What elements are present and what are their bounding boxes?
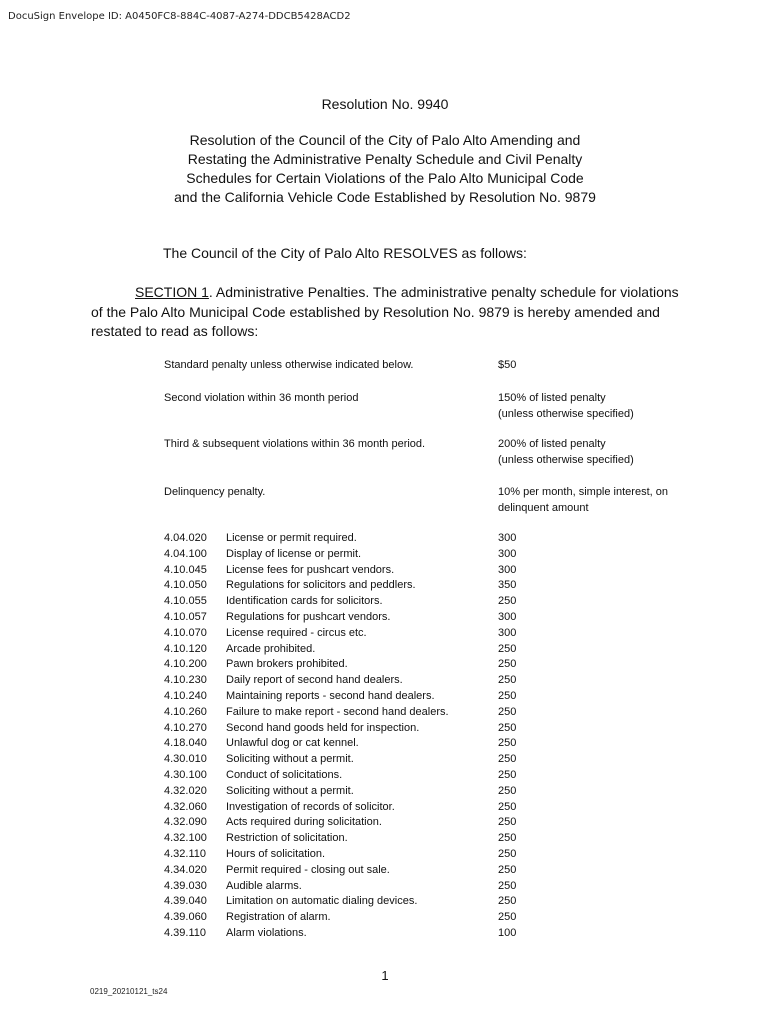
amount-cell: 250	[498, 847, 517, 860]
code-cell: 4.10.057	[164, 610, 207, 623]
amount-cell: 250	[498, 832, 517, 845]
table-row	[164, 894, 704, 910]
code-cell: 4.10.270	[164, 721, 207, 734]
description-cell: Failure to make report - second hand dealers.	[226, 705, 449, 718]
amount-cell: 250	[498, 595, 517, 608]
amount-cell: 350	[498, 579, 517, 592]
table-row	[164, 800, 704, 816]
penalty-value-line: 10% per month, simple interest, on	[498, 486, 668, 498]
penalty-value-line: (unless otherwise specified)	[498, 408, 634, 420]
resolves-statement: The Council of the City of Palo Alto RESOLVES as follows:	[163, 245, 527, 261]
description-cell: Identification cards for solicitors.	[226, 595, 383, 608]
code-cell: 4.39.060	[164, 911, 207, 924]
amount-cell: 250	[498, 816, 517, 829]
code-cell: 4.32.020	[164, 784, 207, 797]
description-cell: Restriction of solicitation.	[226, 832, 348, 845]
section-1-line: restated to read as follows:	[91, 323, 259, 339]
description-cell: Daily report of second hand dealers.	[226, 674, 403, 687]
code-cell: 4.04.020	[164, 532, 207, 544]
code-cell: 4.34.020	[164, 863, 207, 876]
amount-cell: 250	[498, 784, 517, 797]
penalty-label: Standard penalty unless otherwise indicated below.	[164, 359, 414, 371]
description-cell: Audible alarms.	[226, 879, 302, 892]
penalty-value-line: (unless otherwise specified)	[498, 454, 634, 466]
code-cell: 4.32.060	[164, 800, 207, 813]
description-cell: Soliciting without a permit.	[226, 753, 354, 766]
table-row	[164, 847, 704, 863]
description-cell: Arcade prohibited.	[226, 642, 316, 655]
table-row	[164, 768, 704, 784]
title-line: Schedules for Certain Violations of the Palo Alto Municipal Code	[186, 170, 584, 186]
code-cell: 4.10.055	[164, 595, 207, 608]
description-cell: Investigation of records of solicitor.	[226, 800, 395, 813]
table-row	[164, 626, 704, 642]
penalty-label: Third & subsequent violations within 36 month period.	[164, 438, 426, 450]
penalty-value-line: delinquent amount	[498, 502, 589, 514]
code-cell: 4.10.120	[164, 642, 207, 655]
amount-cell: 250	[498, 658, 517, 671]
penalty-label: Second violation within 36 month period	[164, 392, 359, 404]
code-cell: 4.32.110	[164, 847, 207, 860]
description-cell: Display of license or permit.	[226, 547, 362, 560]
code-cell: 4.18.040	[164, 737, 207, 750]
amount-cell: 250	[498, 674, 517, 687]
code-cell: 4.39.110	[164, 926, 207, 939]
description-cell: Pawn brokers prohibited.	[226, 658, 348, 671]
description-cell: Regulations for pushcart vendors.	[226, 610, 391, 623]
description-cell: Registration of alarm.	[226, 911, 331, 924]
code-cell: 4.10.045	[164, 563, 207, 576]
description-cell: Soliciting without a permit.	[226, 784, 354, 797]
code-cell: 4.39.040	[164, 895, 207, 908]
code-cell: 4.30.010	[164, 753, 207, 766]
description-cell: License required - circus etc.	[226, 626, 367, 639]
description-cell: License or permit required.	[226, 532, 357, 544]
table-row	[164, 531, 704, 547]
page-number: 1	[381, 968, 389, 983]
code-cell: 4.10.070	[164, 626, 207, 639]
table-row	[164, 610, 704, 626]
table-row	[164, 863, 704, 879]
section-1-line	[91, 283, 691, 303]
amount-cell: 250	[498, 721, 517, 734]
description-cell: Permit required - closing out sale.	[226, 863, 390, 876]
section-1-line: of the Palo Alto Municipal Code established by Resolution No. 9879 is hereby amended and	[91, 303, 660, 320]
code-cell: 4.32.090	[164, 816, 207, 829]
amount-cell: 300	[498, 532, 517, 544]
amount-cell: 250	[498, 642, 517, 655]
table-row	[164, 910, 704, 926]
code-cell: 4.39.030	[164, 879, 207, 892]
penalty-label: Delinquency penalty.	[164, 486, 266, 498]
resolution-number: Resolution No. 9940	[321, 96, 449, 112]
table-row	[164, 657, 704, 673]
description-cell: Conduct of solicitations.	[226, 768, 343, 781]
envelope-id: DocuSign Envelope ID: A0450FC8-884C-4087-A274-DDCB5428ACD2	[8, 11, 351, 22]
amount-cell: 250	[498, 911, 517, 924]
code-cell: 4.10.050	[164, 579, 207, 592]
description-cell: License fees for pushcart vendors.	[226, 563, 395, 576]
table-row	[164, 689, 704, 705]
amount-cell: 300	[498, 563, 517, 576]
code-penalty-table	[164, 531, 704, 942]
amount-cell: 300	[498, 547, 517, 560]
amount-cell: 250	[498, 689, 517, 702]
amount-cell: 250	[498, 800, 517, 813]
table-row	[164, 642, 704, 658]
amount-cell: 250	[498, 705, 517, 718]
description-cell: Alarm violations.	[226, 926, 307, 939]
table-row	[164, 752, 704, 768]
penalty-value-line: $50	[498, 359, 517, 371]
code-cell: 4.32.100	[164, 832, 207, 845]
code-cell: 4.10.230	[164, 674, 207, 687]
table-row	[164, 721, 704, 737]
table-row	[164, 926, 704, 942]
code-cell: 4.04.100	[164, 547, 207, 560]
code-cell: 4.10.240	[164, 689, 207, 702]
section-heading: SECTION 1	[135, 284, 209, 300]
table-row	[164, 815, 704, 831]
amount-cell: 300	[498, 610, 517, 623]
penalty-value	[498, 484, 698, 516]
amount-cell: 250	[498, 753, 517, 766]
amount-cell: 250	[498, 863, 517, 876]
title-line: Restating the Administrative Penalty Schedule and Civil Penalty	[187, 151, 583, 167]
code-cell: 4.10.260	[164, 705, 207, 718]
table-row	[164, 673, 704, 689]
amount-cell: 250	[498, 737, 517, 750]
section-1-paragraph	[91, 283, 691, 342]
code-cell: 4.10.200	[164, 658, 207, 671]
table-row	[164, 705, 704, 721]
title-line: and the California Vehicle Code Established by Resolution No. 9879	[174, 189, 596, 205]
title-line: Resolution of the Council of the City of Palo Alto Amending and	[189, 132, 581, 148]
penalty-value	[498, 436, 698, 468]
penalty-value-line: 150% of listed penalty	[498, 392, 606, 404]
table-row	[164, 831, 704, 847]
table-row	[164, 784, 704, 800]
table-row	[164, 578, 704, 594]
section-text: . Administrative Penalties. The administrative penalty schedule for violations	[208, 284, 679, 300]
table-row	[164, 563, 704, 579]
description-cell: Maintaining reports - second hand dealers.	[226, 689, 435, 702]
table-row	[164, 736, 704, 752]
penalty-value	[498, 390, 698, 422]
description-cell: Hours of solicitation.	[226, 847, 326, 860]
code-cell: 4.30.100	[164, 768, 207, 781]
amount-cell: 250	[498, 768, 517, 781]
description-cell: Limitation on automatic dialing devices.	[226, 895, 418, 908]
description-cell: Regulations for solicitors and peddlers.	[226, 579, 416, 592]
table-row	[164, 594, 704, 610]
penalty-value	[498, 357, 698, 373]
footer-document-id: 0219_20210121_ts24	[90, 987, 168, 996]
description-cell: Unlawful dog or cat kennel.	[226, 737, 359, 750]
amount-cell: 100	[498, 926, 517, 939]
resolution-title	[0, 131, 770, 207]
description-cell: Acts required during solicitation.	[226, 816, 382, 829]
table-row	[164, 547, 704, 563]
description-cell: Second hand goods held for inspection.	[226, 721, 420, 734]
amount-cell: 250	[498, 895, 517, 908]
amount-cell: 250	[498, 879, 517, 892]
amount-cell: 300	[498, 626, 517, 639]
table-row	[164, 879, 704, 895]
penalty-value-line: 200% of listed penalty	[498, 438, 606, 450]
